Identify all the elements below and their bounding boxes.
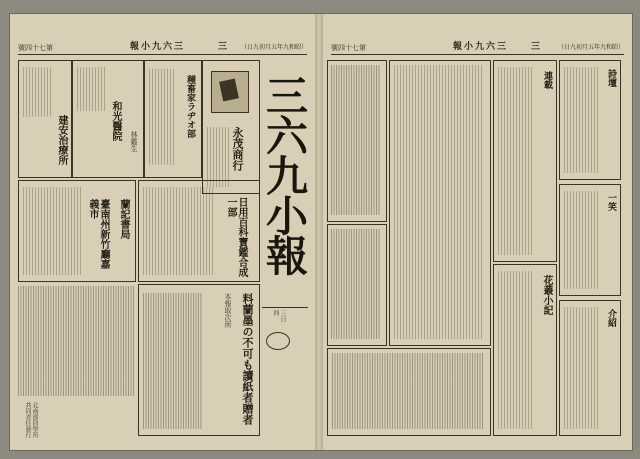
clinic-ad-text	[23, 67, 51, 117]
bookstore-name: 蘭記書局	[118, 199, 129, 239]
listing-table-2-text	[331, 229, 381, 339]
radio-shop-name: 種畜家ラヂオ部	[185, 75, 195, 138]
logo-underline	[262, 307, 308, 308]
right-publisher-info: （日九初月五年九和昭）	[557, 44, 624, 51]
clinic-ad	[18, 60, 72, 178]
encyclopedia-ad	[138, 180, 260, 282]
left-publisher-info: （日九初月五年九和昭）	[240, 44, 307, 51]
left-issue-number: 三	[218, 42, 228, 52]
left-article-text	[18, 286, 134, 396]
series-title: 連載	[542, 71, 552, 89]
notice-body: 料蘭墨の不可も讀紙者贈者	[241, 293, 254, 425]
flower-novel-title: 花叢小記	[541, 275, 552, 315]
poetry-text	[564, 67, 600, 173]
poetry-title: 詩壇	[606, 69, 616, 87]
introduction-title: 介紹	[606, 309, 616, 327]
listing-table-text	[331, 65, 381, 215]
left-issue-date: 號四十七第	[18, 44, 53, 52]
center-fold	[315, 14, 323, 450]
doctor-name: 林鑑生	[130, 131, 138, 152]
title-logo: 三六九小報	[260, 74, 309, 274]
hospital-ad-text	[77, 67, 107, 111]
right-masthead	[331, 42, 624, 55]
lower-article-text	[332, 353, 484, 429]
poetry-section	[559, 60, 621, 180]
notice-title: 本報取次所	[224, 293, 232, 328]
right-issue-number: 三	[531, 42, 541, 52]
store-ad-picture	[211, 71, 249, 113]
laughter-title: 一笑	[606, 193, 616, 211]
bookstore-ad	[18, 180, 136, 282]
issue-label: 三日四	[272, 310, 286, 322]
newspaper-sheet	[10, 14, 632, 450]
flower-novel-section	[493, 264, 557, 436]
bookstore-location: 臺南州新竹廳嘉義市	[87, 199, 109, 269]
right-page	[323, 14, 632, 450]
notice-box	[138, 284, 260, 436]
footer-note: 北南部同學所共同責任發行	[24, 402, 38, 438]
right-issue-date: 號四十七第	[331, 44, 366, 52]
listing-table-2	[327, 224, 387, 346]
clinic-name: 建安治療所	[56, 115, 67, 165]
decorative-ornament	[266, 332, 290, 350]
notice-text	[143, 293, 203, 429]
introduction-section	[559, 300, 621, 436]
store-name: 永茂商行	[231, 127, 244, 171]
encyclopedia-ad-text	[143, 187, 213, 275]
laughter-section	[559, 184, 621, 296]
radio-ad	[144, 60, 202, 178]
flower-novel-text	[498, 271, 534, 429]
left-paper-name: 報小九六三	[130, 42, 186, 52]
encyclopedia-title: 日用百科寶鑑合成一部	[225, 197, 247, 277]
listing-table	[327, 60, 387, 222]
left-page	[10, 14, 315, 450]
hospital-name: 和光醫院	[110, 101, 121, 141]
series-article	[493, 60, 557, 262]
store-ad	[202, 60, 260, 194]
right-paper-name: 報小九六三	[453, 42, 509, 52]
package-illustration	[219, 79, 239, 102]
laughter-text	[564, 191, 600, 289]
bookstore-ad-text	[23, 187, 83, 275]
store-ad-text	[207, 127, 229, 187]
middle-article-text	[394, 65, 484, 339]
left-masthead	[18, 42, 307, 55]
middle-article	[389, 60, 491, 346]
hospital-ad	[72, 60, 144, 178]
introduction-text	[564, 307, 600, 429]
radio-ad-text	[149, 69, 175, 165]
lower-article	[327, 348, 491, 436]
series-text	[498, 67, 534, 255]
